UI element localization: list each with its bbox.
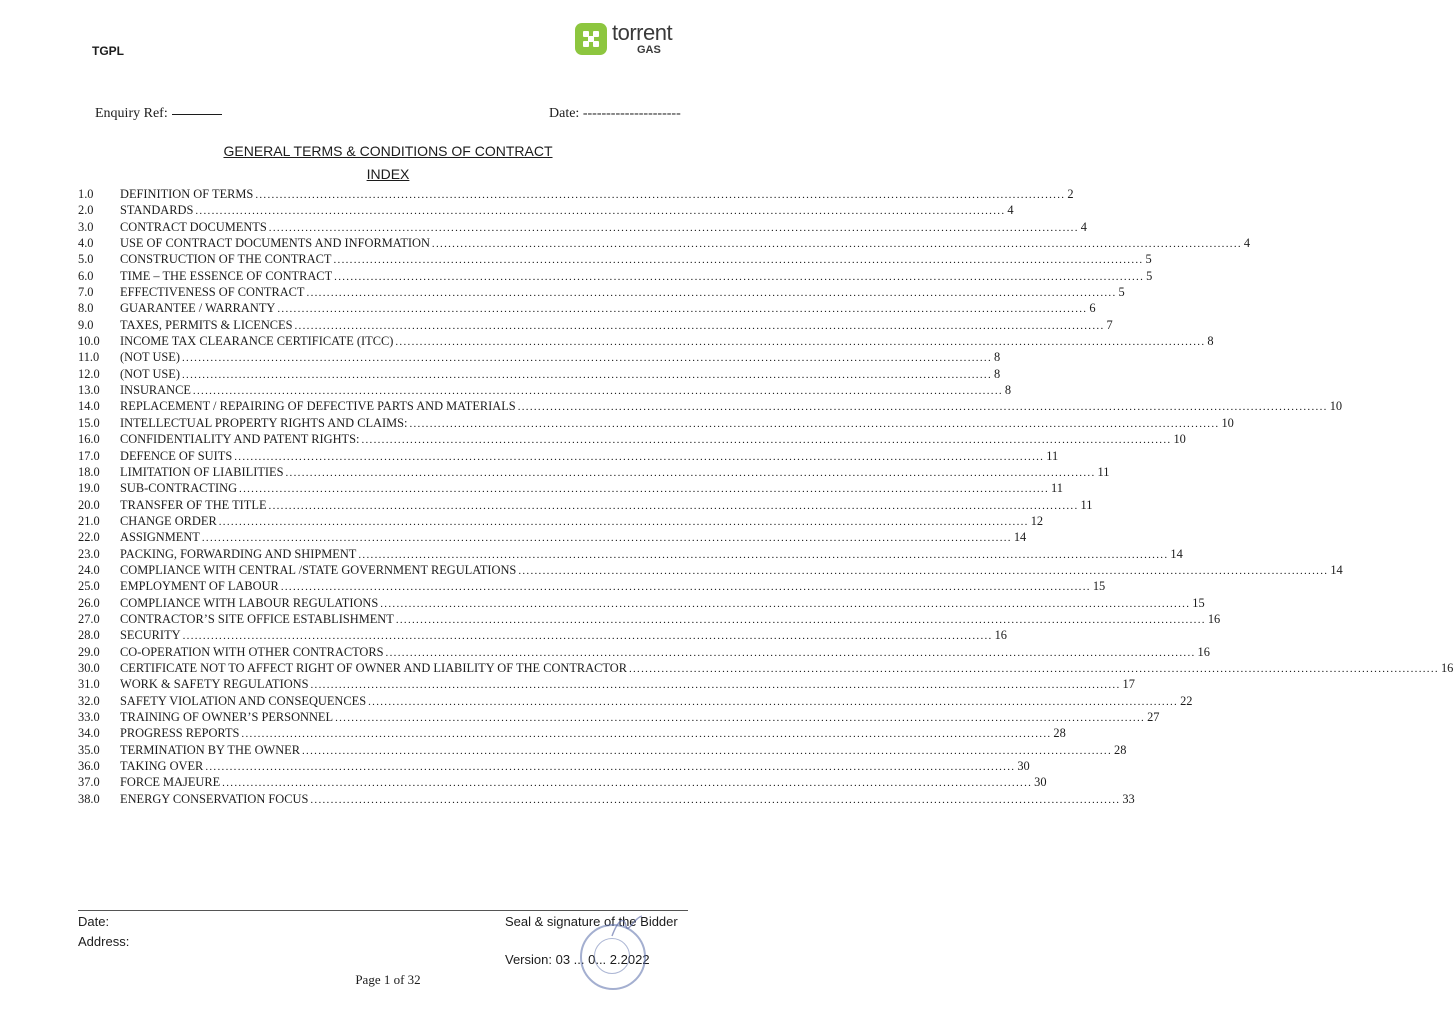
toc-page-number: 10 bbox=[1221, 415, 1234, 430]
toc-number: 4.0 bbox=[78, 236, 94, 251]
toc-entry bbox=[120, 202, 1014, 219]
toc-number: 9.0 bbox=[78, 317, 94, 332]
toc-row bbox=[78, 611, 1221, 627]
toc-entry bbox=[120, 284, 1125, 301]
date-value: --------------------- bbox=[582, 106, 681, 121]
toc-number: 16.0 bbox=[78, 432, 100, 447]
toc-number: 8.0 bbox=[78, 301, 94, 316]
toc-row bbox=[78, 546, 1183, 562]
toc-leader-dots: ........................................................................................................................................................................................................ bbox=[268, 221, 1079, 234]
footer-divider bbox=[78, 910, 688, 911]
toc-title: PROGRESS REPORTS bbox=[120, 726, 240, 741]
toc-title: STANDARDS bbox=[120, 203, 194, 218]
toc-page-number: 7 bbox=[1106, 317, 1113, 332]
signature-mark bbox=[608, 912, 648, 942]
seal-signature-label: Seal & signature of the Bidder bbox=[505, 914, 678, 929]
toc-row bbox=[78, 709, 1160, 725]
toc-number: 34.0 bbox=[78, 726, 100, 741]
toc-leader-dots: ........................................................................................................................................................................................................ bbox=[255, 189, 1066, 201]
toc-page-number: 30 bbox=[1034, 775, 1047, 790]
toc-number: 5.0 bbox=[78, 252, 94, 267]
toc-leader-dots: ........................................................................................................................................................................................................ bbox=[368, 695, 1179, 708]
toc-row bbox=[78, 660, 1453, 676]
toc-leader-dots: ........................................................................................................................................................................................................ bbox=[280, 581, 1091, 594]
toc-row bbox=[78, 742, 1127, 758]
toc-page-number: 14 bbox=[1330, 562, 1343, 577]
toc-page-number: 2 bbox=[1067, 187, 1074, 201]
toc-leader-dots: ........................................................................................................................................................................................................ bbox=[302, 744, 1112, 757]
company-code: TGPL bbox=[92, 44, 124, 58]
toc-leader-dots: ........................................................................................................................................................................................................ bbox=[310, 679, 1121, 692]
toc-entry bbox=[120, 562, 1343, 579]
toc-entry bbox=[120, 398, 1343, 415]
toc-entry bbox=[120, 415, 1234, 432]
toc-title: INCOME TAX CLEARANCE CERTIFICATE (ITCC) bbox=[120, 334, 394, 349]
toc-page-number: 28 bbox=[1114, 742, 1127, 757]
toc-entry bbox=[120, 644, 1210, 661]
toc-number: 6.0 bbox=[78, 268, 94, 283]
toc-page-number: 16 bbox=[1197, 644, 1210, 659]
toc-entry bbox=[120, 546, 1183, 563]
toc-title: CO-OPERATION WITH OTHER CONTRACTORS bbox=[120, 644, 384, 659]
toc-number: 29.0 bbox=[78, 644, 100, 659]
toc-entry bbox=[120, 480, 1063, 497]
toc-row bbox=[78, 448, 1059, 464]
toc-entry bbox=[120, 758, 1030, 775]
toc-entry bbox=[120, 791, 1135, 808]
toc-row bbox=[78, 251, 1152, 267]
toc-row bbox=[78, 758, 1030, 774]
toc-title: CERTIFICATE NOT TO AFFECT RIGHT OF OWNER AND LIABILITY OF THE CONTRACTOR bbox=[120, 660, 627, 675]
toc-entry bbox=[120, 693, 1193, 710]
toc-title: TERMINATION BY THE OWNER bbox=[120, 742, 300, 757]
toc-page-number: 27 bbox=[1147, 710, 1160, 724]
toc-entry bbox=[120, 676, 1135, 693]
toc-number: 23.0 bbox=[78, 546, 100, 561]
toc-title: TRANSFER OF THE TITLE bbox=[120, 497, 267, 512]
toc-number: 18.0 bbox=[78, 464, 100, 479]
toc-leader-dots: ........................................................................................................................................................................................................ bbox=[205, 761, 1016, 774]
toc-row bbox=[78, 578, 1106, 594]
toc-leader-dots: ........................................................................................................................................................................................................ bbox=[431, 238, 1242, 251]
toc-leader-dots: ........................................................................................................................................................................................................ bbox=[380, 597, 1191, 610]
toc-title: ASSIGNMENT bbox=[120, 530, 200, 545]
toc-page-number: 16 bbox=[1440, 660, 1453, 675]
toc-page-number: 15 bbox=[1092, 579, 1106, 594]
toc-entry bbox=[120, 366, 1001, 383]
toc-row bbox=[78, 497, 1093, 513]
toc-entry bbox=[120, 349, 1001, 366]
enquiry-ref bbox=[95, 106, 222, 122]
toc-entry bbox=[120, 578, 1106, 595]
toc-leader-dots: ........................................................................................................................................................................................................ bbox=[294, 319, 1105, 332]
toc-entry bbox=[120, 431, 1186, 448]
toc-leader-dots: ........................................................................................................................................................................................................ bbox=[628, 662, 1439, 675]
toc-row bbox=[78, 284, 1125, 300]
toc-number: 27.0 bbox=[78, 611, 100, 626]
toc-entry bbox=[120, 219, 1087, 236]
toc-page-number: 8 bbox=[1207, 334, 1214, 349]
toc-number: 10.0 bbox=[78, 334, 100, 349]
toc-page-number: 5 bbox=[1118, 285, 1125, 300]
toc-number: 24.0 bbox=[78, 562, 100, 577]
toc-page-number: 14 bbox=[1013, 530, 1027, 545]
stamp-inner-ring bbox=[594, 938, 630, 974]
toc-page-number: 5 bbox=[1146, 268, 1153, 283]
toc-page-number: 11 bbox=[1080, 497, 1093, 512]
toc-title: TIME – THE ESSENCE OF CONTRACT bbox=[120, 268, 333, 283]
toc-page-number: 4 bbox=[1080, 219, 1087, 234]
toc-page-number: 15 bbox=[1192, 595, 1205, 610]
toc-row bbox=[78, 595, 1205, 611]
toc-entry bbox=[120, 464, 1110, 481]
toc-row bbox=[78, 676, 1135, 692]
toc-row bbox=[78, 300, 1096, 316]
toc-leader-dots: ........................................................................................................................................................................................................ bbox=[310, 793, 1121, 806]
toc-row bbox=[78, 349, 1001, 365]
toc-page-number: 10 bbox=[1173, 432, 1186, 447]
toc-row bbox=[78, 333, 1214, 349]
toc-number: 11.0 bbox=[78, 350, 100, 365]
toc-row bbox=[78, 562, 1343, 578]
toc-title: FORCE MAJEURE bbox=[120, 775, 221, 790]
toc-title: COMPLIANCE WITH CENTRAL /STATE GOVERNMENT REGULATIONS bbox=[120, 562, 517, 577]
toc-title: CONTRACTOR’S SITE OFFICE ESTABLISHMENT bbox=[120, 611, 394, 626]
footer-address-label: Address: bbox=[78, 934, 130, 949]
toc-page-number: 11 bbox=[1051, 481, 1063, 496]
toc-title: PACKING, FORWARDING AND SHIPMENT bbox=[120, 546, 357, 561]
logo-mark-icon bbox=[575, 23, 607, 55]
toc-page-number: 30 bbox=[1017, 759, 1030, 774]
toc-entry bbox=[120, 611, 1221, 628]
toc-row bbox=[78, 791, 1135, 807]
toc-number: 17.0 bbox=[78, 448, 100, 463]
toc-title: TAKING OVER bbox=[120, 759, 204, 774]
toc-leader-dots: ........................................................................................................................................................................................................ bbox=[277, 303, 1088, 316]
toc-entry bbox=[120, 709, 1160, 726]
toc-number: 22.0 bbox=[78, 530, 100, 545]
toc-title: SAFETY VIOLATION AND CONSEQUENCES bbox=[120, 693, 367, 708]
toc-page-number: 8 bbox=[994, 350, 1001, 365]
toc-entry bbox=[120, 497, 1093, 514]
toc-row bbox=[78, 725, 1066, 741]
toc-title: WORK & SAFETY REGULATIONS bbox=[120, 677, 309, 692]
toc-title: INTELLECTUAL PROPERTY RIGHTS AND CLAIMS: bbox=[120, 415, 408, 430]
toc-row bbox=[78, 480, 1063, 496]
toc-leader-dots: ........................................................................................................................................................................................................ bbox=[517, 401, 1328, 414]
toc-page-number: 11 bbox=[1046, 448, 1059, 463]
toc-leader-dots: ........................................................................................................................................................................................................ bbox=[285, 466, 1096, 479]
toc-leader-dots: ........................................................................................................................................................................................................ bbox=[306, 287, 1117, 300]
toc-title: EMPLOYMENT OF LABOUR bbox=[120, 579, 279, 594]
toc-row bbox=[78, 366, 1001, 382]
toc-page-number: 6 bbox=[1089, 301, 1096, 316]
toc-entry bbox=[120, 529, 1027, 546]
toc-title: COMPLIANCE WITH LABOUR REGULATIONS bbox=[120, 595, 379, 610]
toc-leader-dots: ........................................................................................................................................................................................................ bbox=[192, 385, 1003, 398]
toc-page-number: 5 bbox=[1145, 252, 1152, 267]
toc-title: CONSTRUCTION OF THE CONTRACT bbox=[120, 252, 332, 267]
logo-word: torrent bbox=[612, 20, 673, 45]
toc-leader-dots: ........................................................................................................................................................................................................ bbox=[195, 205, 1006, 218]
logo-sub: GAS bbox=[637, 44, 661, 56]
toc-entry bbox=[120, 513, 1044, 530]
toc-leader-dots: ........................................................................................................................................................................................................ bbox=[268, 499, 1079, 512]
toc-row bbox=[78, 644, 1210, 660]
toc-page-number: 14 bbox=[1170, 546, 1183, 561]
toc-leader-dots: ........................................................................................................................................................................................................ bbox=[333, 254, 1144, 267]
toc-title: REPLACEMENT / REPAIRING OF DEFECTIVE PARTS AND MATERIALS bbox=[120, 399, 516, 414]
toc-page-number: 8 bbox=[994, 366, 1001, 381]
toc-number: 21.0 bbox=[78, 513, 100, 528]
toc-row bbox=[78, 235, 1251, 251]
toc-title: DEFENCE OF SUITS bbox=[120, 448, 233, 463]
toc-number: 14.0 bbox=[78, 399, 100, 414]
toc-title: ENERGY CONSERVATION FOCUS bbox=[120, 791, 309, 806]
toc-leader-dots: ........................................................................................................................................................................................................ bbox=[518, 564, 1329, 577]
version-label: Version: 03 ... 0... 2.2022 bbox=[505, 952, 650, 967]
toc-number: 7.0 bbox=[78, 285, 94, 300]
index-heading: INDEX bbox=[366, 166, 410, 182]
toc-title: GUARANTEE / WARRANTY bbox=[120, 301, 276, 316]
toc-leader-dots: ........................................................................................................................................................................................................ bbox=[335, 712, 1146, 724]
toc-row bbox=[78, 627, 1007, 643]
toc-entry bbox=[120, 660, 1453, 677]
toc-number: 35.0 bbox=[78, 742, 100, 757]
toc-row bbox=[78, 398, 1343, 414]
table-of-contents bbox=[78, 186, 1453, 807]
toc-page-number: 28 bbox=[1053, 726, 1066, 741]
toc-row bbox=[78, 317, 1113, 333]
toc-leader-dots: ........................................................................................................................................................................................................ bbox=[409, 417, 1220, 430]
page-number: Page 1 of 32 bbox=[355, 972, 421, 987]
toc-leader-dots: ........................................................................................................................................................................................................ bbox=[361, 434, 1172, 447]
toc-title: DEFINITION OF TERMS bbox=[120, 187, 254, 201]
toc-entry bbox=[120, 595, 1205, 612]
toc-entry bbox=[120, 186, 1074, 203]
toc-row bbox=[78, 382, 1012, 398]
toc-entry bbox=[120, 317, 1113, 334]
toc-number: 3.0 bbox=[78, 219, 94, 234]
toc-page-number: 4 bbox=[1243, 236, 1251, 251]
toc-title: USE OF CONTRACT DOCUMENTS AND INFORMATION bbox=[120, 236, 430, 251]
toc-leader-dots: ........................................................................................................................................................................................................ bbox=[234, 450, 1045, 463]
toc-row bbox=[78, 219, 1087, 235]
enquiry-label: Enquiry Ref: bbox=[95, 106, 168, 121]
toc-leader-dots: ........................................................................................................................................................................................................ bbox=[201, 532, 1012, 545]
toc-number: 32.0 bbox=[78, 693, 100, 708]
toc-entry bbox=[120, 725, 1066, 742]
toc-entry bbox=[120, 742, 1127, 759]
toc-number: 30.0 bbox=[78, 660, 100, 675]
toc-number: 13.0 bbox=[78, 383, 100, 398]
toc-title: INSURANCE bbox=[120, 383, 191, 398]
toc-number: 15.0 bbox=[78, 415, 100, 430]
toc-page-number: 22 bbox=[1180, 693, 1193, 708]
toc-leader-dots: ........................................................................................................................................................................................................ bbox=[239, 483, 1050, 496]
toc-title: TAXES, PERMITS & LICENCES bbox=[120, 317, 293, 332]
toc-page-number: 33 bbox=[1122, 791, 1135, 806]
toc-entry bbox=[120, 627, 1007, 644]
toc-title: EFFECTIVENESS OF CONTRACT bbox=[120, 285, 305, 300]
toc-row bbox=[78, 693, 1193, 709]
toc-number: 1.0 bbox=[78, 187, 94, 201]
enquiry-blank bbox=[172, 114, 222, 115]
toc-page-number: 10 bbox=[1329, 399, 1343, 414]
toc-title: LIMITATION OF LIABILITIES bbox=[120, 464, 284, 479]
toc-number: 36.0 bbox=[78, 759, 100, 774]
toc-leader-dots: ........................................................................................................................................................................................................ bbox=[182, 630, 993, 643]
toc-row bbox=[78, 774, 1047, 790]
toc-row bbox=[78, 431, 1186, 447]
toc-leader-dots: ........................................................................................................................................................................................................ bbox=[222, 777, 1033, 790]
toc-title: (NOT USE) bbox=[120, 350, 180, 365]
toc-entry bbox=[120, 251, 1152, 268]
toc-row bbox=[78, 202, 1014, 218]
toc-number: 38.0 bbox=[78, 791, 100, 806]
toc-leader-dots: ........................................................................................................................................................................................................ bbox=[395, 613, 1206, 626]
document-title: GENERAL TERMS & CONDITIONS OF CONTRACT bbox=[223, 143, 553, 159]
date-label: Date: bbox=[549, 106, 580, 121]
toc-row bbox=[78, 415, 1234, 431]
toc-page-number: 16 bbox=[994, 628, 1007, 643]
toc-leader-dots: ........................................................................................................................................................................................................ bbox=[241, 728, 1052, 741]
toc-entry bbox=[120, 774, 1047, 791]
toc-leader-dots: ........................................................................................................................................................................................................ bbox=[182, 352, 992, 365]
toc-number: 25.0 bbox=[78, 579, 100, 594]
date-field bbox=[549, 106, 681, 122]
toc-number: 37.0 bbox=[78, 775, 100, 790]
toc-page-number: 16 bbox=[1207, 611, 1221, 626]
toc-number: 2.0 bbox=[78, 203, 94, 218]
toc-title: TRAINING OF OWNER’S PERSONNEL bbox=[120, 710, 334, 724]
toc-entry bbox=[120, 300, 1096, 317]
toc-number: 33.0 bbox=[78, 710, 100, 724]
toc-number: 28.0 bbox=[78, 628, 100, 643]
toc-number: 12.0 bbox=[78, 366, 100, 381]
toc-row bbox=[78, 268, 1153, 284]
toc-row bbox=[78, 464, 1110, 480]
toc-number: 19.0 bbox=[78, 481, 100, 496]
toc-number: 26.0 bbox=[78, 595, 100, 610]
toc-number: 20.0 bbox=[78, 497, 100, 512]
toc-entry bbox=[120, 448, 1059, 465]
toc-page-number: 8 bbox=[1004, 383, 1012, 398]
toc-row bbox=[78, 513, 1044, 529]
toc-entry bbox=[120, 333, 1214, 350]
toc-title: CONTRACT DOCUMENTS bbox=[120, 219, 267, 234]
toc-leader-dots: ........................................................................................................................................................................................................ bbox=[358, 548, 1169, 561]
toc-entry bbox=[120, 268, 1153, 285]
toc-page-number: 17 bbox=[1122, 677, 1135, 692]
toc-title: CHANGE ORDER bbox=[120, 513, 217, 528]
toc-row bbox=[78, 186, 1074, 202]
toc-number: 31.0 bbox=[78, 677, 100, 692]
toc-leader-dots: ........................................................................................................................................................................................................ bbox=[218, 515, 1029, 528]
toc-title: SECURITY bbox=[120, 628, 181, 643]
toc-leader-dots: ........................................................................................................................................................................................................ bbox=[334, 270, 1145, 283]
toc-entry bbox=[120, 382, 1012, 399]
toc-leader-dots: ........................................................................................................................................................................................................ bbox=[182, 368, 992, 381]
toc-row bbox=[78, 529, 1027, 545]
toc-title: CONFIDENTIALITY AND PATENT RIGHTS: bbox=[120, 432, 360, 447]
footer-date-label: Date: bbox=[78, 914, 110, 929]
toc-title: (NOT USE) bbox=[120, 366, 180, 381]
toc-leader-dots: ........................................................................................................................................................................................................ bbox=[395, 336, 1206, 349]
torrent-gas-logo bbox=[575, 20, 700, 58]
toc-page-number: 4 bbox=[1007, 203, 1014, 218]
toc-page-number: 11 bbox=[1097, 464, 1110, 479]
toc-page-number: 12 bbox=[1030, 513, 1044, 528]
toc-title: SUB-CONTRACTING bbox=[120, 481, 238, 496]
toc-leader-dots: ........................................................................................................................................................................................................ bbox=[385, 646, 1196, 659]
toc-entry bbox=[120, 235, 1251, 252]
